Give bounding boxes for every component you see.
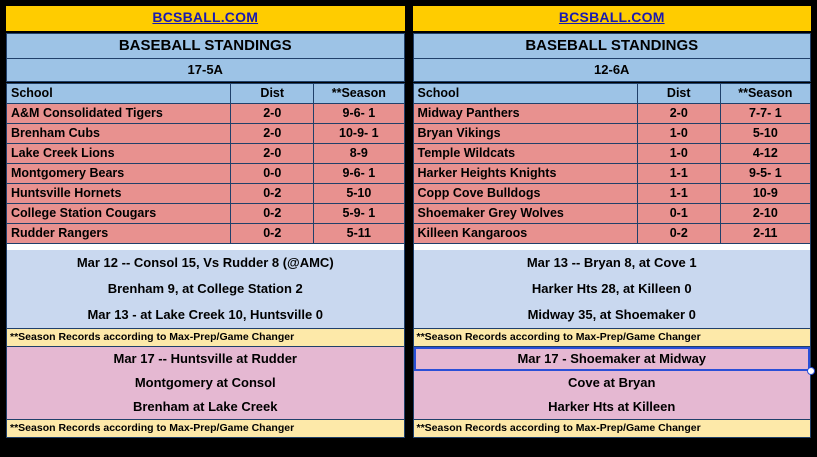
cell-season: 9-6- 1 [314, 164, 404, 184]
site-banner-left [6, 6, 405, 31]
cell-dist: 0-0 [231, 164, 314, 184]
result-line: Mar 12 -- Consol 15, Vs Rudder 8 (@AMC) [76, 255, 334, 270]
table-row [7, 144, 405, 164]
cell-season: 8-9 [314, 144, 404, 164]
cell-dist: 2-0 [231, 144, 314, 164]
cell-school: Rudder Rangers [7, 224, 231, 244]
table-row [413, 164, 811, 184]
table-row [7, 224, 405, 244]
upcoming-line: Montgomery at Consol [134, 375, 276, 390]
table-row [413, 204, 811, 224]
cell-dist: 0-2 [637, 224, 720, 244]
upcoming-line-text: Mar 17 - Shoemaker at Midway [517, 351, 707, 366]
cell-dist: 0-2 [231, 204, 314, 224]
panel-subtitle-right: 12-6A [413, 59, 812, 82]
site-banner-right [413, 6, 812, 31]
panel-spacer-left [6, 438, 405, 449]
table-row [7, 104, 405, 124]
cell-season: 2-10 [720, 204, 810, 224]
cell-school: Harker Heights Knights [413, 164, 637, 184]
cell-dist: 2-0 [231, 104, 314, 124]
season-note-top-right: **Season Records according to Max-Prep/Game Changer [413, 329, 812, 347]
table-header-row [413, 84, 811, 104]
cell-season: 5-11 [314, 224, 404, 244]
cell-school: Killeen Kangaroos [413, 224, 637, 244]
cell-school: Lake Creek Lions [7, 144, 231, 164]
cell-season: 4-12 [720, 144, 810, 164]
column-header-dist: Dist [231, 84, 314, 104]
column-header-school: School [413, 84, 637, 104]
season-note-bottom-left: **Season Records according to Max-Prep/Game Changer [6, 420, 405, 438]
result-line: Midway 35, at Shoemaker 0 [527, 307, 696, 322]
cell-dist: 0-1 [637, 204, 720, 224]
standings-table-right [413, 83, 812, 244]
standings-table-left [6, 83, 405, 244]
cell-season: 5-10 [314, 184, 404, 204]
cell-season: 2-11 [720, 224, 810, 244]
cell-dist: 1-1 [637, 184, 720, 204]
cell-dist: 1-1 [637, 164, 720, 184]
season-note-top-left: **Season Records according to Max-Prep/Game Changer [6, 329, 405, 347]
table-row [413, 144, 811, 164]
upcoming-block-left [6, 347, 405, 420]
cell-school: Montgomery Bears [7, 164, 231, 184]
result-line: Mar 13 -- Bryan 8, at Cove 1 [526, 255, 697, 270]
season-note-bottom-right: **Season Records according to Max-Prep/Game Changer [413, 420, 812, 438]
result-line: Harker Hts 28, at Killeen 0 [531, 281, 692, 296]
cell-dist: 0-2 [231, 224, 314, 244]
results-block-left [6, 250, 405, 329]
cell-school: Brenham Cubs [7, 124, 231, 144]
cell-school: Copp Cove Bulldogs [413, 184, 637, 204]
column-header-dist: Dist [637, 84, 720, 104]
panel-subtitle-left: 17-5A [6, 59, 405, 82]
panel-title-left: BASEBALL STANDINGS [6, 33, 405, 59]
column-header-season: **Season [720, 84, 810, 104]
table-row [7, 184, 405, 204]
upcoming-line-selected[interactable] [414, 347, 811, 371]
cell-season: 9-6- 1 [314, 104, 404, 124]
cell-dist: 1-0 [637, 144, 720, 164]
table-row [7, 204, 405, 224]
cell-season: 10-9 [720, 184, 810, 204]
upcoming-line: Mar 17 -- Huntsville at Rudder [113, 351, 297, 366]
upcoming-line: Brenham at Lake Creek [132, 399, 278, 414]
cell-school: Huntsville Hornets [7, 184, 231, 204]
upcoming-line: Cove at Bryan [568, 375, 656, 390]
cell-dist: 2-0 [637, 104, 720, 124]
cell-school: Temple Wildcats [413, 144, 637, 164]
upcoming-block-right [413, 347, 812, 420]
cell-dist: 0-2 [231, 184, 314, 204]
table-row [413, 124, 811, 144]
cell-season: 9-5- 1 [720, 164, 810, 184]
cell-season: 5-9- 1 [314, 204, 404, 224]
cell-school: Midway Panthers [413, 104, 637, 124]
table-row [413, 104, 811, 124]
table-header-row [7, 84, 405, 104]
panel-17-5a [6, 6, 405, 449]
table-row [413, 224, 811, 244]
cell-season: 7-7- 1 [720, 104, 810, 124]
site-link-right[interactable]: BCSBALL.COM [558, 9, 665, 25]
cell-school: Shoemaker Grey Wolves [413, 204, 637, 224]
result-line: Brenham 9, at College Station 2 [107, 281, 303, 296]
table-row [413, 184, 811, 204]
table-row [7, 124, 405, 144]
panel-12-6a [413, 6, 812, 449]
cell-dist: 2-0 [231, 124, 314, 144]
cell-school: Bryan Vikings [413, 124, 637, 144]
cell-season: 10-9- 1 [314, 124, 404, 144]
results-block-right [413, 250, 812, 329]
cell-dist: 1-0 [637, 124, 720, 144]
panel-spacer-right [413, 438, 812, 449]
selection-handle-icon[interactable] [807, 367, 815, 375]
upcoming-line: Harker Hts at Killeen [548, 399, 676, 414]
panel-title-right: BASEBALL STANDINGS [413, 33, 812, 59]
result-line: Mar 13 - at Lake Creek 10, Huntsville 0 [87, 307, 324, 322]
column-header-school: School [7, 84, 231, 104]
column-header-season: **Season [314, 84, 404, 104]
cell-season: 5-10 [720, 124, 810, 144]
site-link-left[interactable]: BCSBALL.COM [152, 9, 259, 25]
cell-school: A&M Consolidated Tigers [7, 104, 231, 124]
cell-school: College Station Cougars [7, 204, 231, 224]
table-row [7, 164, 405, 184]
